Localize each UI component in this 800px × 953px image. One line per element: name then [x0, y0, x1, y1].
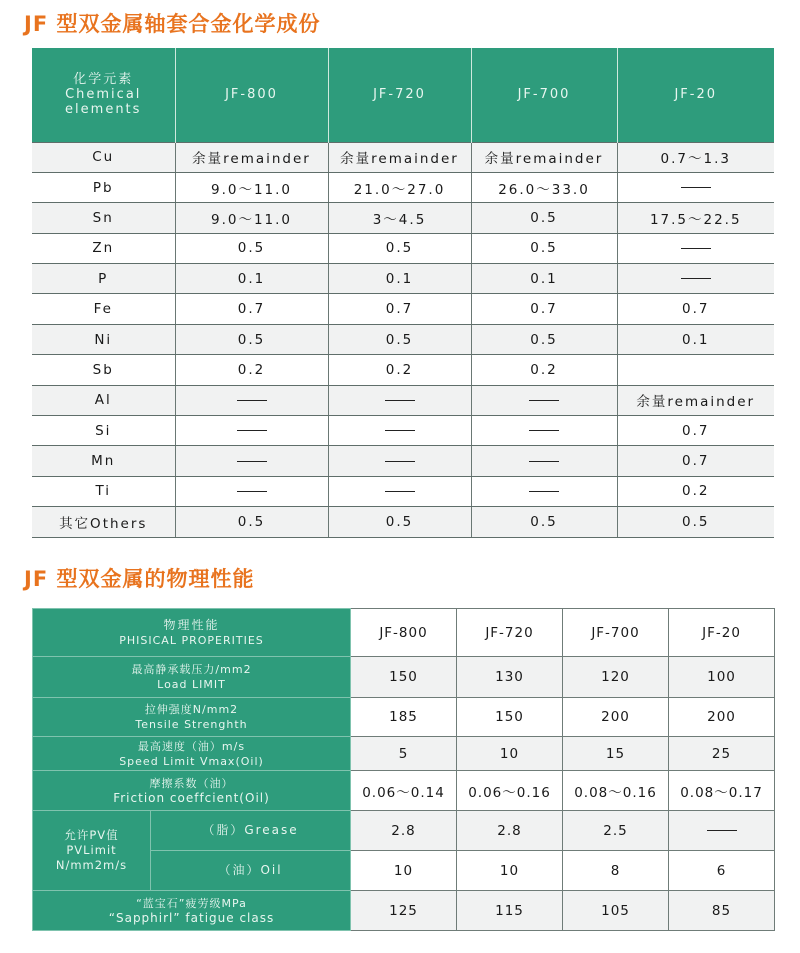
element-value-jf700: 0.5: [471, 507, 617, 537]
element-value-jf20: 0.1: [617, 324, 774, 354]
col-header-jf800: JF-800: [175, 48, 328, 142]
not-applicable-dash: [385, 461, 415, 462]
load-label-cn: 最高静承载压力/mm2: [131, 663, 252, 676]
element-value-jf720: 0.5: [328, 233, 471, 263]
element-value-jf20: 余量remainder: [617, 385, 774, 415]
not-applicable-dash: [681, 248, 711, 249]
fatigue-val-jf20: 85: [669, 891, 775, 931]
not-applicable-dash: [385, 400, 415, 401]
element-row: [32, 446, 774, 476]
col-header-jf20: JF-20: [617, 48, 774, 142]
not-applicable-dash: [237, 491, 267, 492]
element-value-jf20: 0.7～1.3: [617, 142, 774, 172]
element-value-jf20: [617, 172, 774, 202]
element-value-jf20: 0.5: [617, 507, 774, 537]
speed-val-jf700: 15: [563, 737, 669, 771]
element-value-jf720: [328, 385, 471, 415]
fatigue-val-jf720: 115: [457, 891, 563, 931]
header-line-cn: 化学元素: [73, 72, 134, 88]
speed-label: [33, 737, 351, 771]
chemical-header-row: [32, 48, 774, 142]
speed-val-jf20: 25: [669, 737, 775, 771]
pv-oil-label: （油）Oil: [151, 851, 351, 891]
friction-label-cn: 摩擦系数（油）: [149, 776, 234, 790]
pv-grease-jf800: 2.8: [351, 811, 457, 851]
header-line-en1: Chemical: [65, 87, 142, 103]
element-value-jf720: 0.1: [328, 264, 471, 294]
load-val-jf20: 100: [669, 657, 775, 698]
pv-grease-jf20: [669, 811, 775, 851]
element-value-jf700: 0.7: [471, 294, 617, 324]
fatigue-label-en: “Sapphirl” fatigue class: [108, 910, 275, 925]
element-value-jf800: [175, 385, 328, 415]
chemical-composition-title: JF 型双金属轴套合金化学成份: [24, 12, 321, 36]
element-value-jf20: 0.7: [617, 294, 774, 324]
element-row: [32, 476, 774, 506]
phys-header-en: PHISICAL PROPERITIES: [119, 633, 264, 647]
pv-label-cn: 允许PV值: [64, 828, 119, 842]
tensile-val-jf20: 200: [669, 698, 775, 737]
col-header-jf700: JF-700: [471, 48, 617, 142]
physical-properties-table: [32, 608, 775, 931]
not-applicable-dash: [681, 187, 711, 188]
pv-oil-jf700: 8: [563, 851, 669, 891]
fatigue-val-jf800: 125: [351, 891, 457, 931]
tensile-label-en: Tensile Strenghth: [135, 718, 248, 731]
element-value-jf700: [471, 385, 617, 415]
element-value-jf720: 0.5: [328, 507, 471, 537]
phys-col-jf800: JF-800: [351, 609, 457, 657]
element-value-jf700: 0.5: [471, 324, 617, 354]
element-value-jf800: 9.0～11.0: [175, 172, 328, 202]
fatigue-val-jf700: 105: [563, 891, 669, 931]
element-value-jf800: 0.5: [175, 324, 328, 354]
speed-val-jf800: 5: [351, 737, 457, 771]
element-value-jf720: 0.7: [328, 294, 471, 324]
fatigue-row: [33, 891, 775, 931]
col-header-jf720: JF-720: [328, 48, 471, 142]
element-name: Ti: [32, 476, 175, 506]
friction-label: [33, 771, 351, 811]
pv-grease-jf720: 2.8: [457, 811, 563, 851]
element-row: [32, 233, 774, 263]
friction-val-jf700: 0.08～0.16: [563, 771, 669, 811]
element-row: [32, 142, 774, 172]
not-applicable-dash: [529, 430, 559, 431]
element-row: [32, 507, 774, 537]
element-row: [32, 172, 774, 202]
pv-oil-jf800: 10: [351, 851, 457, 891]
phys-header-cn: 物理性能: [163, 617, 220, 632]
element-value-jf20: 17.5～22.5: [617, 203, 774, 233]
pv-oil-jf20: 6: [669, 851, 775, 891]
element-value-jf700: [471, 416, 617, 446]
load-val-jf720: 130: [457, 657, 563, 698]
element-value-jf800: [175, 416, 328, 446]
element-value-jf800: 0.1: [175, 264, 328, 294]
element-name: P: [32, 264, 175, 294]
element-name: Sn: [32, 203, 175, 233]
not-applicable-dash: [681, 278, 711, 279]
element-value-jf800: 9.0～11.0: [175, 203, 328, 233]
load-row: [33, 657, 775, 698]
pv-label-en: PVLimit: [66, 843, 117, 857]
element-row: [32, 355, 774, 385]
phys-col-jf20: JF-20: [669, 609, 775, 657]
tensile-label-cn: 拉伸强度N/mm2: [144, 703, 239, 716]
friction-val-jf720: 0.06～0.16: [457, 771, 563, 811]
element-name: Si: [32, 416, 175, 446]
element-value-jf20: [617, 355, 774, 385]
pv-grease-label: （脂）Grease: [151, 811, 351, 851]
not-applicable-dash: [237, 461, 267, 462]
friction-row: [33, 771, 775, 811]
element-value-jf720: [328, 446, 471, 476]
tensile-row: [33, 698, 775, 737]
friction-val-jf20: 0.08～0.17: [669, 771, 775, 811]
element-value-jf720: 0.2: [328, 355, 471, 385]
speed-row: [33, 737, 775, 771]
chemical-table-body: [32, 142, 774, 537]
friction-label-en: Friction coeffcient(Oil): [113, 790, 270, 805]
pv-grease-jf700: 2.5: [563, 811, 669, 851]
not-applicable-dash: [385, 430, 415, 431]
element-row: [32, 294, 774, 324]
not-applicable-dash: [237, 400, 267, 401]
tensile-val-jf800: 185: [351, 698, 457, 737]
element-value-jf700: 余量remainder: [471, 142, 617, 172]
load-val-jf700: 120: [563, 657, 669, 698]
element-value-jf700: 0.5: [471, 203, 617, 233]
pv-grease-row: [33, 811, 775, 851]
element-row: [32, 203, 774, 233]
element-name: Mn: [32, 446, 175, 476]
element-value-jf800: 0.5: [175, 507, 328, 537]
speed-label-cn: 最高速度（油）m/s: [137, 739, 246, 753]
element-value-jf20: [617, 233, 774, 263]
element-value-jf20: 0.7: [617, 416, 774, 446]
element-value-jf800: 0.7: [175, 294, 328, 324]
load-label: [33, 657, 351, 698]
speed-label-en: Speed Limit Vmax(Oil): [119, 754, 264, 768]
element-value-jf720: 余量remainder: [328, 142, 471, 172]
element-name: Sb: [32, 355, 175, 385]
element-value-jf700: [471, 446, 617, 476]
element-value-jf700: [471, 476, 617, 506]
tensile-val-jf700: 200: [563, 698, 669, 737]
header-line-en2: elements: [65, 102, 142, 118]
phys-properties-header: [33, 609, 351, 657]
element-name: Cu: [32, 142, 175, 172]
pv-oil-jf720: 10: [457, 851, 563, 891]
element-value-jf720: 21.0～27.0: [328, 172, 471, 202]
element-value-jf700: 0.5: [471, 233, 617, 263]
chemical-composition-table: [32, 48, 774, 538]
element-name: Fe: [32, 294, 175, 324]
element-value-jf800: 0.2: [175, 355, 328, 385]
element-name: 其它Others: [32, 507, 175, 537]
chemical-elements-header: [32, 48, 175, 142]
phys-col-jf720: JF-720: [457, 609, 563, 657]
element-name: Pb: [32, 172, 175, 202]
not-applicable-dash: [385, 491, 415, 492]
element-value-jf720: [328, 416, 471, 446]
element-row: [32, 416, 774, 446]
pv-limit-label: [33, 811, 151, 891]
tensile-label: [33, 698, 351, 737]
element-name: Al: [32, 385, 175, 415]
fatigue-label: [33, 891, 351, 931]
phys-col-jf700: JF-700: [563, 609, 669, 657]
element-value-jf720: 0.5: [328, 324, 471, 354]
element-row: [32, 264, 774, 294]
element-value-jf720: 3～4.5: [328, 203, 471, 233]
fatigue-label-cn: “蓝宝石”疲劳级MPa: [136, 896, 247, 910]
not-applicable-dash: [237, 430, 267, 431]
element-value-jf720: [328, 476, 471, 506]
element-value-jf20: 0.2: [617, 476, 774, 506]
element-name: Zn: [32, 233, 175, 263]
element-value-jf700: 26.0～33.0: [471, 172, 617, 202]
element-row: [32, 385, 774, 415]
physical-properties-title: JF 型双金属的物理性能: [24, 567, 255, 591]
element-value-jf800: [175, 446, 328, 476]
friction-val-jf800: 0.06～0.14: [351, 771, 457, 811]
element-value-jf800: 余量remainder: [175, 142, 328, 172]
phys-header-row: [33, 609, 775, 657]
element-value-jf700: 0.1: [471, 264, 617, 294]
not-applicable-dash: [529, 461, 559, 462]
element-value-jf800: [175, 476, 328, 506]
element-row: [32, 324, 774, 354]
element-name: Ni: [32, 324, 175, 354]
speed-val-jf720: 10: [457, 737, 563, 771]
element-value-jf20: [617, 264, 774, 294]
not-applicable-dash: [707, 830, 737, 831]
not-applicable-dash: [529, 400, 559, 401]
pv-label-unit: N/mm2m/s: [55, 858, 128, 872]
not-applicable-dash: [529, 491, 559, 492]
element-value-jf800: 0.5: [175, 233, 328, 263]
element-value-jf20: 0.7: [617, 446, 774, 476]
load-label-en: Load LIMIT: [157, 678, 226, 691]
load-val-jf800: 150: [351, 657, 457, 698]
element-value-jf700: 0.2: [471, 355, 617, 385]
tensile-val-jf720: 150: [457, 698, 563, 737]
